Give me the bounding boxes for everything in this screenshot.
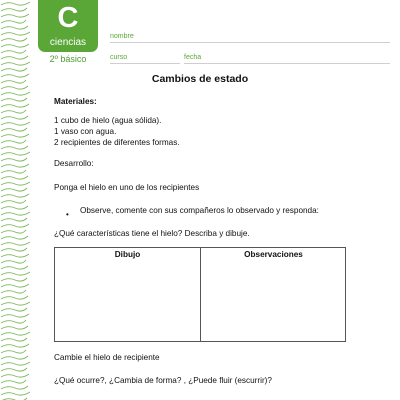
fecha-line[interactable]: [184, 63, 390, 64]
step-instruction: Cambie el hielo de recipiente: [54, 353, 160, 362]
nombre-line[interactable]: [110, 42, 390, 43]
grade-label: 2º básico: [49, 54, 87, 64]
subject-badge: [38, 0, 98, 67]
worksheet-title: Cambios de estado: [151, 73, 249, 85]
material-item: 1 cubo de hielo (agua sólida).: [54, 116, 162, 125]
subject-letter: C: [57, 2, 79, 34]
question-flow: ¿Qué ocurre?, ¿Cambia de forma? , ¿Puede fluir (escurrir)?: [54, 376, 272, 385]
nombre-label: nombre: [110, 33, 134, 40]
observation-table: [54, 247, 346, 342]
spiral-binding-decoration: [0, 0, 30, 400]
table-header-dibujo: Dibujo: [114, 250, 141, 259]
materiales-heading: Materiales:: [54, 97, 97, 106]
table-header-observaciones: Observaciones: [244, 250, 303, 259]
subject-name: ciencias: [49, 37, 87, 48]
step-instruction: Ponga el hielo en uno de los recipientes: [54, 183, 200, 192]
curso-line[interactable]: [110, 63, 180, 64]
curso-label: curso: [110, 54, 128, 61]
desarrollo-heading: Desarrollo:: [54, 159, 94, 168]
bullet-dot: •: [66, 210, 69, 219]
fecha-label: fecha: [184, 54, 202, 61]
question-ice: ¿Qué características tiene el hielo? Describa y dibuje.: [54, 229, 250, 238]
table-column-divider: [200, 248, 201, 341]
material-item: 1 vaso con agua.: [54, 127, 117, 136]
bullet-instruction: Observe, comente con sus compañeros lo observado y responda:: [80, 206, 319, 215]
material-item: 2 recipientes de diferentes formas.: [54, 138, 180, 147]
